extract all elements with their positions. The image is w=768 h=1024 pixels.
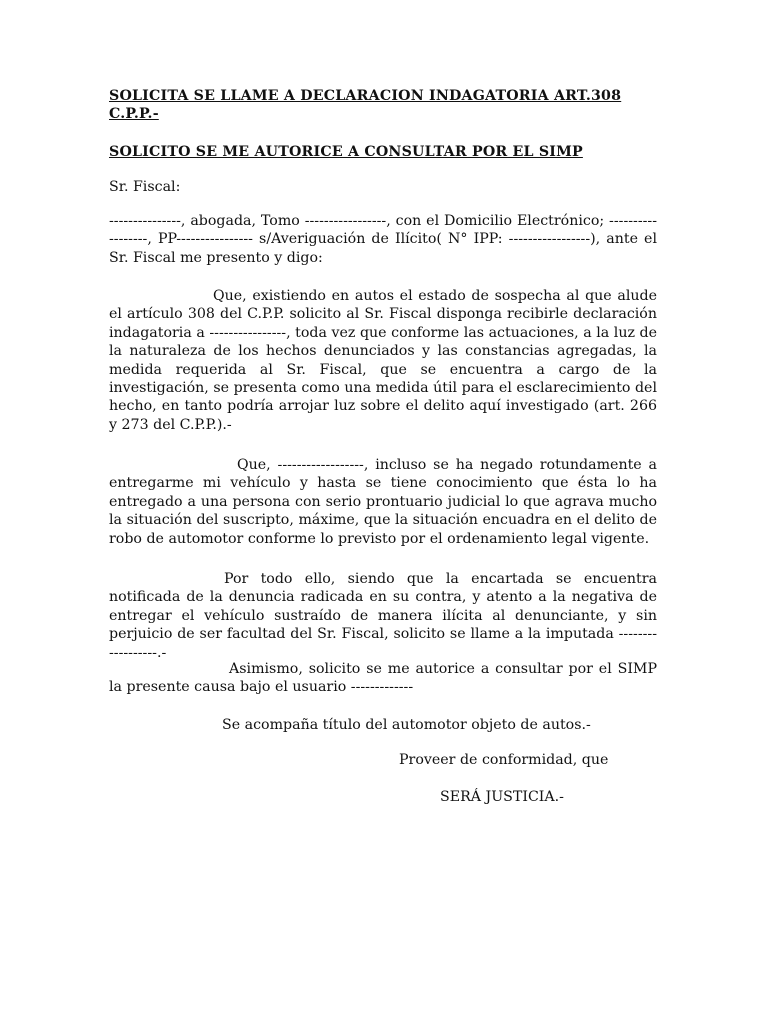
salutation: Sr. Fiscal: bbox=[109, 179, 181, 195]
paragraph-request-indagatoria: Que, existiendo en autos el estado de sospecha al que alude el artículo 308 del C.P.P. solicito al Sr. Fiscal disponga recibirle declaración indagatoria a ----------------, toda vez que conforme las actuaciones, a la luz de la naturaleza de los hechos denunciados y las constancias agregadas, la medida requerida al Sr. Fiscal, que se encuentra a cargo de la investigación, se presenta como una medida útil para el esclarecimiento del hecho, en tanto podría arrojar luz sobre el delito aquí investigado (art. 266 y 273 del C.P.P.).- bbox=[109, 288, 657, 433]
paragraph-attachment: Se acompaña título del automotor objeto de autos.- bbox=[222, 717, 591, 733]
paragraph-petition: Por todo ello, siendo que la encartada se encuentra notificada de la denuncia radicada en su contra, y atento a la negativa de entregar el vehículo sustraído de manera ilícita al denunciante, y sin perjuicio de ser facultad del Sr. Fiscal, solicito se llame a la imputada ------------------.- bbox=[109, 571, 657, 661]
closing-formula: Proveer de conformidad, que bbox=[399, 752, 609, 768]
closing-justice: SERÁ JUSTICIA.- bbox=[440, 789, 564, 805]
paragraph-vehicle-facts: Que, ------------------, incluso se ha negado rotundamente a entregarme mi vehículo y hasta se tiene conocimiento que ésta lo ha entregado a una persona con serio prontuario judicial lo que agrava mucho la situación del suscripto, máxime, que la situación encuadra en el delito de robo de automotor conforme lo previsto por el ordenamiento legal vigente. bbox=[109, 457, 657, 547]
paragraph-simp-access: Asimismo, solicito se me autorice a consultar por el SIMP la presente causa bajo el usuario ------------- bbox=[109, 661, 657, 696]
document-title: SOLICITA SE LLAME A DECLARACION INDAGATORIA ART.308 C.P.P.- bbox=[109, 88, 622, 123]
document-subtitle: SOLICITO SE ME AUTORICE A CONSULTAR POR EL SIMP bbox=[109, 144, 583, 160]
paragraph-introduction: ---------------, abogada, Tomo -----------------, con el Domicilio Electrónico; ------------------, PP---------------- s/Averiguación de Ilícito( N° IPP: -----------------), ante el Sr. Fiscal me presento y digo: bbox=[109, 213, 657, 266]
